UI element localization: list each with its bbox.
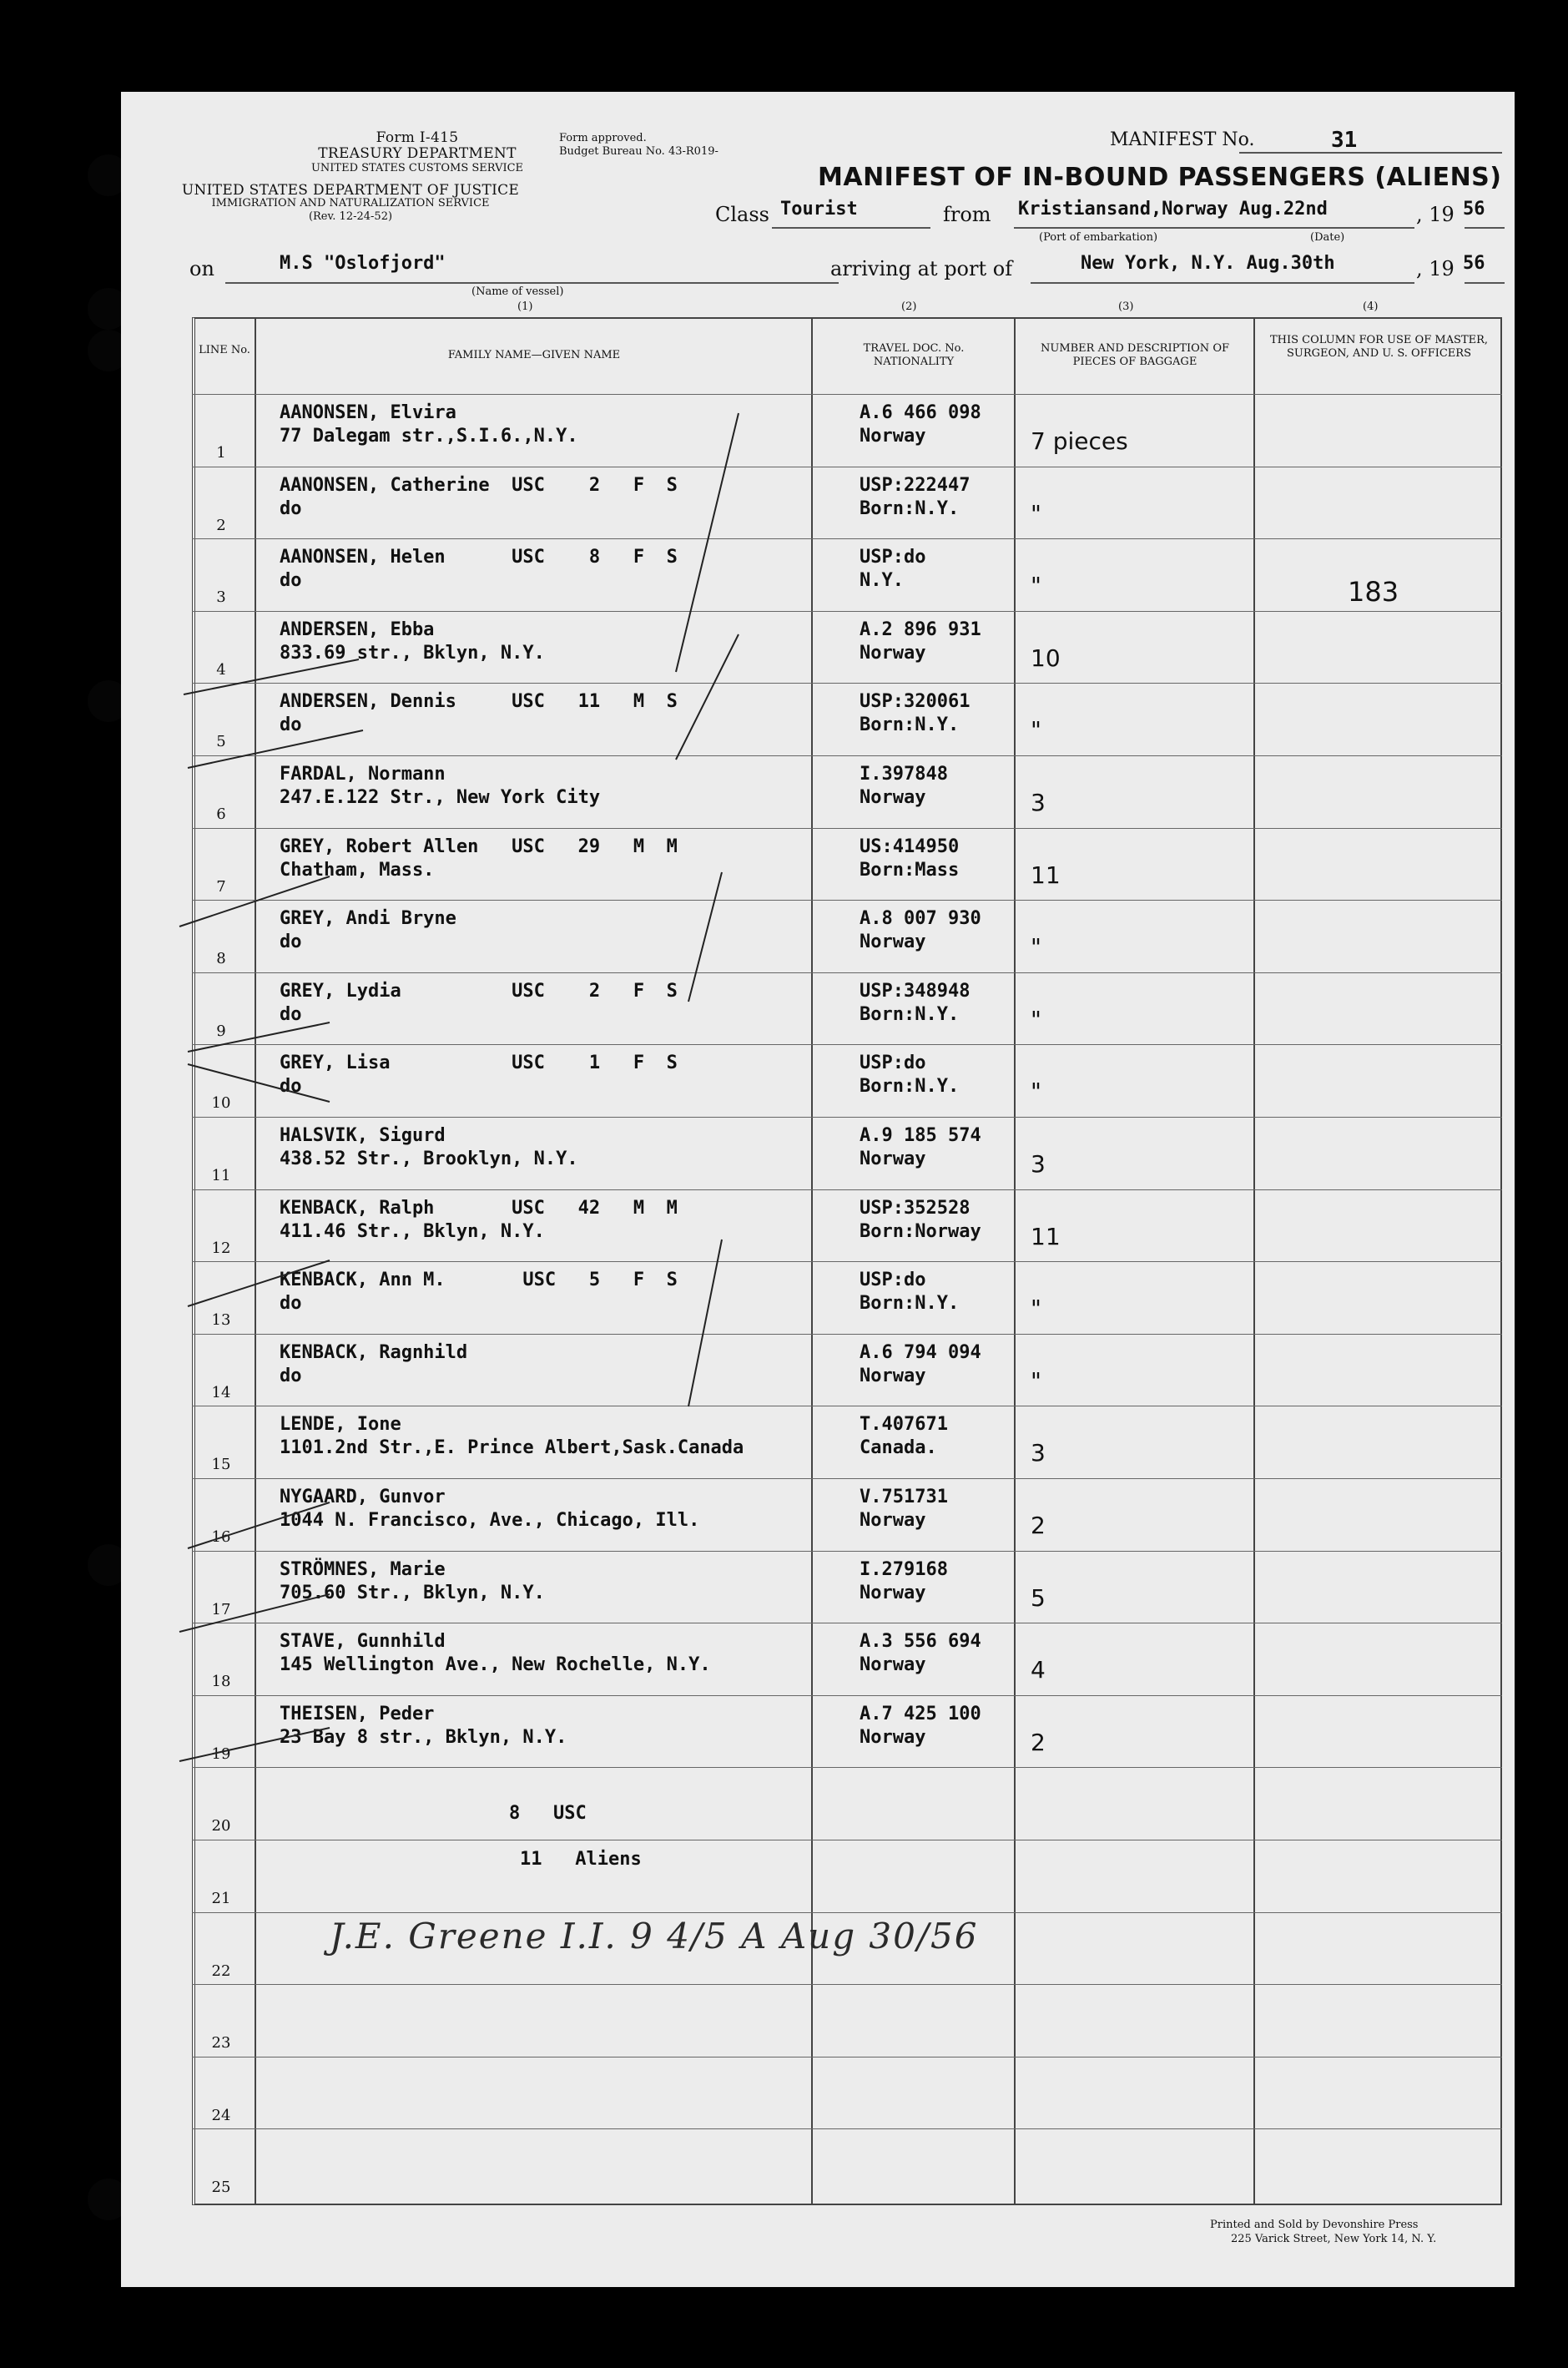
baggage-count: 4 xyxy=(1031,1656,1046,1684)
travel-doc-number: USP:320061 xyxy=(860,691,971,713)
justice-dept: UNITED STATES DEPARTMENT OF JUSTICE xyxy=(181,182,520,199)
passenger-address: 145 Wellington Ave., New Rochelle, N.Y. xyxy=(280,1654,711,1676)
baggage-count: 5 xyxy=(1031,1583,1046,1612)
passenger-name: ANDERSEN, Ebba xyxy=(280,619,435,640)
form-number: Form I-415 xyxy=(376,129,459,146)
travel-doc-number: USP:do xyxy=(860,1270,926,1291)
baggage-count: 3 xyxy=(1031,1150,1046,1178)
line-number: 21 xyxy=(211,1890,231,1907)
line-number: 5 xyxy=(216,733,226,751)
passenger-address: do xyxy=(280,1003,302,1025)
line-number: 19 xyxy=(211,1744,231,1763)
line-number: 20 xyxy=(211,1817,231,1835)
travel-doc-number: A.8 007 930 xyxy=(860,908,981,930)
col-num-2: (2) xyxy=(901,300,917,313)
passenger-address: 1101.2nd Str.,E. Prince Albert,Sask.Canada xyxy=(280,1437,744,1459)
baggage-count: 11 xyxy=(1031,1222,1061,1250)
passenger-name: FARDAL, Normann xyxy=(280,764,446,785)
year-value-1: 56 xyxy=(1463,199,1485,220)
line-number: 2 xyxy=(216,516,226,534)
col-header-travel-doc: TRAVEL DOC. No. NATIONALITY xyxy=(863,342,965,368)
travel-doc-number: USP:352528 xyxy=(860,1197,971,1219)
line-number: 18 xyxy=(211,1673,231,1691)
passenger-address: do xyxy=(280,570,302,592)
officer-number: 183 xyxy=(1348,576,1399,608)
col-num-1: (1) xyxy=(517,300,533,313)
manifest-no-label: MANIFEST No. xyxy=(1110,129,1255,150)
nationality: Norway xyxy=(860,1365,926,1386)
baggage-count: " xyxy=(1031,1078,1041,1106)
passenger-name: AANONSEN, Catherine USC 2 F S xyxy=(280,474,678,496)
line-number: 24 xyxy=(211,2106,231,2124)
passenger-address: 1044 N. Francisco, Ave., Chicago, Ill. xyxy=(280,1510,700,1531)
passenger-name: GREY, Lydia USC 2 F S xyxy=(280,980,678,1002)
passenger-name: GREY, Andi Bryne xyxy=(280,908,456,930)
travel-doc-number: T.407671 xyxy=(860,1414,948,1436)
passenger-name: STAVE, Gunnhild xyxy=(280,1631,446,1653)
port-embarkation-caption: (Port of embarkation) xyxy=(1039,231,1158,244)
arriving-label: arriving at port of xyxy=(830,257,1013,280)
passenger-name: AANONSEN, Helen USC 8 F S xyxy=(280,547,678,568)
nationality: Norway xyxy=(860,1149,926,1169)
nationality: Norway xyxy=(860,1582,926,1603)
manifest-sheet xyxy=(121,92,1515,2287)
total-usc: 8 USC xyxy=(509,1803,587,1824)
passenger-address: Chatham, Mass. xyxy=(280,859,435,881)
line-number: 14 xyxy=(211,1383,231,1401)
travel-doc-number: I.397848 xyxy=(860,764,948,785)
baggage-count: 3 xyxy=(1031,1439,1046,1467)
travel-doc-number: USP:do xyxy=(860,547,926,568)
line-number: 11 xyxy=(211,1167,231,1184)
passenger-address: 438.52 Str., Brooklyn, N.Y. xyxy=(280,1149,578,1169)
passenger-name: KENBACK, Ragnhild xyxy=(280,1341,468,1363)
line-number: 6 xyxy=(216,805,226,823)
passenger-address: do xyxy=(280,1293,302,1315)
nationality: Norway xyxy=(860,932,926,953)
passenger-address: 833.69 str., Bklyn, N.Y. xyxy=(280,642,545,664)
printer-line-1: Printed and Sold by Devonshire Press xyxy=(1210,2219,1419,2231)
baggage-count: 7 pieces xyxy=(1031,427,1128,455)
passenger-address: do xyxy=(280,932,302,953)
baggage-count: " xyxy=(1031,1005,1041,1033)
year-prefix-1: , 19 xyxy=(1416,203,1455,226)
total-aliens: 11 Aliens xyxy=(520,1849,642,1870)
nationality: Norway xyxy=(860,1654,926,1676)
year-prefix-2: , 19 xyxy=(1416,257,1455,280)
printer-line-2: 225 Varick Street, New York 14, N. Y. xyxy=(1231,2233,1437,2245)
manifest-title: MANIFEST OF IN-BOUND PASSENGERS (ALIENS) xyxy=(818,163,1502,192)
date-caption: (Date) xyxy=(1310,231,1345,244)
travel-doc-number: A.7 425 100 xyxy=(860,1703,981,1724)
passenger-name: LENDE, Ione xyxy=(280,1414,401,1436)
col-header-baggage: NUMBER AND DESCRIPTION OF PIECES OF BAGGAGE xyxy=(1040,342,1229,368)
passenger-name: KENBACK, Ann M. USC 5 F S xyxy=(280,1270,678,1291)
passenger-name: AANONSEN, Elvira xyxy=(280,402,456,423)
from-value: Kristiansand,Norway Aug.22nd xyxy=(1018,199,1328,220)
form-approved: Form approved. xyxy=(559,132,647,144)
passenger-name: THEISEN, Peder xyxy=(280,1703,435,1724)
col-header-officers: THIS COLUMN FOR USE OF MASTER, SURGEON, AND U. S. OFFICERS xyxy=(1269,334,1489,360)
passenger-name: HALSVIK, Sigurd xyxy=(280,1125,446,1146)
baggage-count: 11 xyxy=(1031,861,1061,889)
revision-date: (Rev. 12-24-52) xyxy=(308,210,393,223)
line-number: 4 xyxy=(216,660,226,679)
line-number: 3 xyxy=(216,588,226,607)
col-num-4: (4) xyxy=(1363,300,1379,313)
line-number: 16 xyxy=(211,1528,231,1546)
col-header-line-no: LINE No. xyxy=(199,344,250,356)
line-number: 17 xyxy=(211,1600,231,1618)
passenger-address: do xyxy=(280,1076,302,1098)
manifest-no-value: 31 xyxy=(1331,128,1358,153)
baggage-count: " xyxy=(1031,1366,1041,1395)
nationality: Born:N.Y. xyxy=(860,1293,960,1315)
travel-doc-number: USP:222447 xyxy=(860,474,971,496)
nationality: Born:Mass xyxy=(860,859,960,881)
travel-doc-number: USP:do xyxy=(860,1053,926,1074)
passenger-address: do xyxy=(280,714,302,736)
class-value: Tourist xyxy=(780,199,858,220)
customs-service: UNITED STATES CUSTOMS SERVICE xyxy=(310,162,524,174)
year-value-2: 56 xyxy=(1463,253,1485,274)
travel-doc-number: USP:348948 xyxy=(860,980,971,1002)
col-header-name: FAMILY NAME—GIVEN NAME xyxy=(447,349,621,361)
col-num-3: (3) xyxy=(1118,300,1134,313)
travel-doc-number: V.751731 xyxy=(860,1487,948,1507)
baggage-count: " xyxy=(1031,716,1041,745)
baggage-count: " xyxy=(1031,933,1041,962)
line-number: 25 xyxy=(211,2179,231,2197)
line-number: 13 xyxy=(211,1311,231,1330)
class-label: Class xyxy=(715,203,769,226)
nationality: Norway xyxy=(860,787,926,808)
passenger-address: do xyxy=(280,497,302,519)
nationality: Norway xyxy=(860,1510,926,1531)
baggage-count: " xyxy=(1031,572,1041,600)
line-number: 22 xyxy=(211,1962,231,1980)
ins-service: IMMIGRATION AND NATURALIZATION SERVICE xyxy=(211,197,490,210)
nationality: Born:N.Y. xyxy=(860,1003,960,1025)
passenger-name: ANDERSEN, Dennis USC 11 M S xyxy=(280,691,678,713)
passenger-name: GREY, Lisa USC 1 F S xyxy=(280,1053,678,1074)
travel-doc-number: A.3 556 694 xyxy=(860,1631,981,1653)
passenger-name: NYGAARD, Gunvor xyxy=(280,1487,446,1507)
passenger-address: 247.E.122 Str., New York City xyxy=(280,787,601,808)
passenger-name: GREY, Robert Allen USC 29 M M xyxy=(280,836,678,857)
inspector-signature: J.E. Greene I.I. 9 4/5 A Aug 30/56 xyxy=(330,1916,979,1957)
travel-doc-number: A.9 185 574 xyxy=(860,1125,981,1146)
arrival-port: New York, N.Y. Aug.30th xyxy=(1081,253,1335,274)
line-number: 1 xyxy=(216,444,226,462)
nationality: Norway xyxy=(860,426,926,447)
nationality: Born:N.Y. xyxy=(860,1076,960,1098)
baggage-count: " xyxy=(1031,1295,1041,1323)
baggage-count: 2 xyxy=(1031,1512,1046,1539)
travel-doc-number: A.2 896 931 xyxy=(860,619,981,640)
baggage-count: 2 xyxy=(1031,1728,1046,1756)
from-label: from xyxy=(943,203,991,226)
line-number: 12 xyxy=(211,1239,231,1257)
nationality: Norway xyxy=(860,642,926,664)
vessel-caption: (Name of vessel) xyxy=(471,285,564,298)
baggage-count: 3 xyxy=(1031,789,1046,816)
treasury-dept: TREASURY DEPARTMENT xyxy=(318,145,517,162)
line-number: 8 xyxy=(216,950,226,968)
nationality: Born:N.Y. xyxy=(860,497,960,519)
line-number: 15 xyxy=(211,1456,231,1474)
passenger-address: 77 Dalegam str.,S.I.6.,N.Y. xyxy=(280,426,578,447)
passenger-address: 23 Bay 8 str., Bklyn, N.Y. xyxy=(280,1726,567,1748)
line-number: 9 xyxy=(216,1022,226,1040)
pen-marks xyxy=(121,92,1515,2287)
nationality: Norway xyxy=(860,1726,926,1748)
line-number: 7 xyxy=(216,877,226,896)
baggage-count: 10 xyxy=(1031,644,1061,672)
passenger-address: do xyxy=(280,1365,302,1386)
passenger-name: KENBACK, Ralph USC 42 M M xyxy=(280,1197,678,1219)
travel-doc-number: A.6 794 094 xyxy=(860,1341,981,1363)
line-number: 23 xyxy=(211,2034,231,2052)
passenger-address: 705.60 Str., Bklyn, N.Y. xyxy=(280,1582,545,1603)
budget-bureau: Budget Bureau No. 43-R019- xyxy=(559,145,718,158)
on-label: on xyxy=(189,257,214,280)
travel-doc-number: I.279168 xyxy=(860,1558,948,1580)
passenger-name: STRÖMNES, Marie xyxy=(280,1558,446,1580)
passenger-address: 411.46 Str., Bklyn, N.Y. xyxy=(280,1220,545,1242)
nationality: Born:N.Y. xyxy=(860,714,960,736)
nationality: Born:Norway xyxy=(860,1220,981,1242)
nationality: N.Y. xyxy=(860,570,904,592)
line-number: 10 xyxy=(211,1094,231,1113)
baggage-count: " xyxy=(1031,499,1041,528)
travel-doc-number: US:414950 xyxy=(860,836,960,857)
nationality: Canada. xyxy=(860,1437,937,1459)
vessel-name: M.S "Oslofjord" xyxy=(280,253,446,274)
travel-doc-number: A.6 466 098 xyxy=(860,402,981,423)
